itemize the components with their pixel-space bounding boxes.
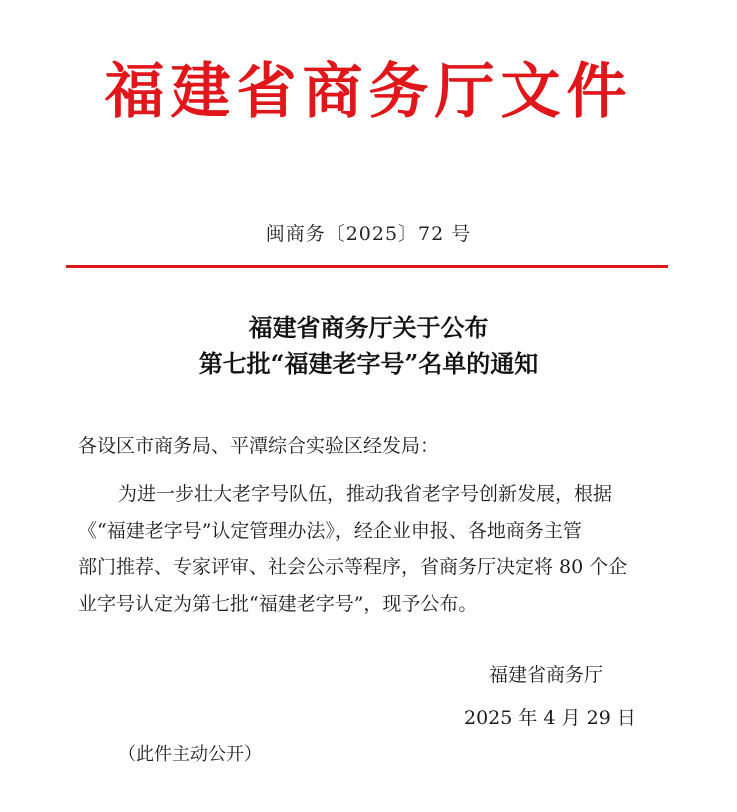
body-line-3: 部门推荐、专家评审、社会公示等程序，省商务厅决定将 80 个企 [78,556,628,578]
body-paragraph [78,476,668,622]
notice-title-line-1: 福建省商务厅关于公布 [248,313,489,342]
body-line-2: 《“福建老字号”认定管理办法》，经企业申报、各地商务主管 [78,519,582,542]
notice-title [0,310,737,382]
red-divider-line [66,265,668,268]
document-header-title: 福建省商务厅文件 [104,57,633,127]
disclosure-note: （此件主动公开） [118,744,262,765]
salutation: 各设区市商务局、平潭综合实验区经发局： [78,435,440,457]
issue-date: 2025 年 4 月 29 日 [464,707,636,729]
body-line-1: 为进一步壮大老字号队伍，推动我省老字号创新发展，根据 [118,483,613,505]
document-number: 闽商务〔2025〕72 号 [265,223,472,245]
issuer-signature: 福建省商务厅 [489,664,604,686]
notice-title-line-2: 第七批“福建老字号”名单的通知 [198,349,539,378]
body-line-4: 业字号认定为第七批“福建老字号”，现予公布。 [78,592,478,615]
